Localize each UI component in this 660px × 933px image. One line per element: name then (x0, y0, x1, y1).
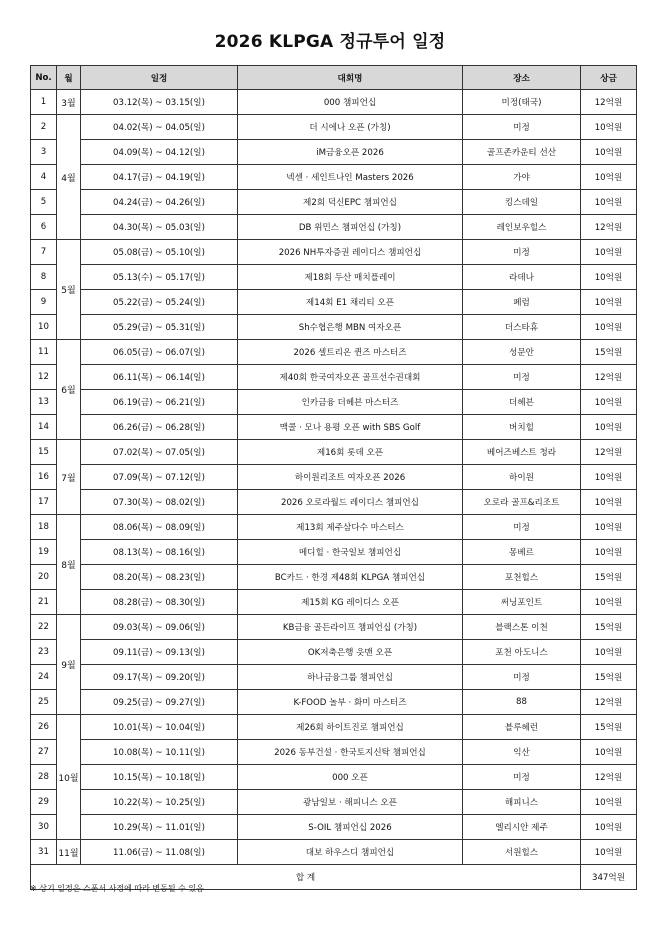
table-row (31, 140, 637, 165)
row-dates: 04.09(목) ~ 04.12(일) (81, 140, 238, 165)
table-row (31, 765, 637, 790)
row-event: iM금융오픈 2026 (238, 140, 463, 165)
row-event: 제26회 하이트진로 챔피언십 (238, 715, 463, 740)
row-no: 31 (31, 840, 57, 865)
table-row (31, 290, 637, 315)
row-venue: 더헤븐 (463, 390, 581, 415)
row-prize: 12억원 (581, 90, 637, 115)
table-row (31, 615, 637, 640)
row-dates: 10.29(목) ~ 11.01(일) (81, 815, 238, 840)
row-dates: 09.25(금) ~ 09.27(일) (81, 690, 238, 715)
row-event: 광남일보 · 해피니스 오픈 (238, 790, 463, 815)
table-row (31, 515, 637, 540)
row-no: 14 (31, 415, 57, 440)
row-no: 11 (31, 340, 57, 365)
row-no: 19 (31, 540, 57, 565)
row-no: 4 (31, 165, 57, 190)
row-venue: 엘리시안 제주 (463, 815, 581, 840)
row-venue: 베어즈베스트 청라 (463, 440, 581, 465)
row-prize: 10억원 (581, 315, 637, 340)
row-dates: 06.26(금) ~ 06.28(일) (81, 415, 238, 440)
row-prize: 15억원 (581, 715, 637, 740)
row-venue: 미정 (463, 115, 581, 140)
row-prize: 12억원 (581, 765, 637, 790)
row-event: 넥센 · 세인트나인 Masters 2026 (238, 165, 463, 190)
row-dates: 07.02(목) ~ 07.05(일) (81, 440, 238, 465)
row-dates: 10.22(목) ~ 10.25(일) (81, 790, 238, 815)
row-prize: 10억원 (581, 815, 637, 840)
row-no: 30 (31, 815, 57, 840)
row-prize: 10억원 (581, 515, 637, 540)
column-header-no: No. (31, 66, 57, 90)
row-no: 29 (31, 790, 57, 815)
row-venue: 해피니스 (463, 790, 581, 815)
row-venue: 포천힐스 (463, 565, 581, 590)
row-event: 제18회 두산 매치플레이 (238, 265, 463, 290)
row-no: 1 (31, 90, 57, 115)
page-title: 2026 KLPGA 정규투어 일정 (214, 32, 446, 52)
month-cell: 5월 (57, 240, 81, 340)
schedule-table (30, 65, 637, 890)
table-row (31, 815, 637, 840)
row-prize: 10억원 (581, 115, 637, 140)
row-event: 대보 하우스디 챔피언십 (238, 840, 463, 865)
row-venue: 페럼 (463, 290, 581, 315)
row-venue: 버치힐 (463, 415, 581, 440)
row-event: KB금융 골든라이프 챔피언십 (가칭) (238, 615, 463, 640)
month-cell: 4월 (57, 115, 81, 240)
row-venue: 레인보우힐스 (463, 215, 581, 240)
table-row (31, 165, 637, 190)
row-event: 2026 NH투자증권 레이디스 챔피언십 (238, 240, 463, 265)
row-event: 제40회 한국여자오픈 골프선수권대회 (238, 365, 463, 390)
table-row (31, 840, 637, 865)
row-event: 000 오픈 (238, 765, 463, 790)
table-row (31, 190, 637, 215)
row-prize: 10억원 (581, 465, 637, 490)
row-dates: 04.24(금) ~ 04.26(일) (81, 190, 238, 215)
row-event: 인카금융 더헤븐 마스터즈 (238, 390, 463, 415)
table-row (31, 415, 637, 440)
row-prize: 10억원 (581, 290, 637, 315)
row-no: 28 (31, 765, 57, 790)
row-prize: 10억원 (581, 590, 637, 615)
row-dates: 04.30(목) ~ 05.03(일) (81, 215, 238, 240)
row-prize: 10억원 (581, 140, 637, 165)
row-event: 제15회 KG 레이디스 오픈 (238, 590, 463, 615)
table-row (31, 790, 637, 815)
row-event: K-FOOD 놀부 · 화미 마스터즈 (238, 690, 463, 715)
row-prize: 10억원 (581, 390, 637, 415)
row-prize: 12억원 (581, 365, 637, 390)
row-dates: 08.06(목) ~ 08.09(일) (81, 515, 238, 540)
row-no: 21 (31, 590, 57, 615)
table-row (31, 690, 637, 715)
row-no: 2 (31, 115, 57, 140)
row-no: 25 (31, 690, 57, 715)
table-row (31, 440, 637, 465)
table-row (31, 490, 637, 515)
row-dates: 05.22(금) ~ 05.24(일) (81, 290, 238, 315)
column-header-prize: 상금 (581, 66, 637, 90)
row-venue: 성문안 (463, 340, 581, 365)
row-dates: 08.20(목) ~ 08.23(일) (81, 565, 238, 590)
row-prize: 12억원 (581, 690, 637, 715)
row-dates: 06.05(금) ~ 06.07(일) (81, 340, 238, 365)
row-dates: 03.12(목) ~ 03.15(일) (81, 90, 238, 115)
row-prize: 12억원 (581, 440, 637, 465)
row-event: 맥콜 · 모나 용평 오픈 with SBS Golf (238, 415, 463, 440)
month-cell: 6월 (57, 340, 81, 440)
row-prize: 15억원 (581, 665, 637, 690)
row-no: 27 (31, 740, 57, 765)
row-no: 7 (31, 240, 57, 265)
column-header-event: 대회명 (238, 66, 463, 90)
row-no: 10 (31, 315, 57, 340)
row-dates: 09.03(목) ~ 09.06(일) (81, 615, 238, 640)
row-prize: 10억원 (581, 165, 637, 190)
row-prize: 10억원 (581, 415, 637, 440)
table-row (31, 590, 637, 615)
row-no: 23 (31, 640, 57, 665)
row-venue: 서원힐스 (463, 840, 581, 865)
row-no: 5 (31, 190, 57, 215)
row-venue: 더스타휴 (463, 315, 581, 340)
row-dates: 08.28(금) ~ 08.30(일) (81, 590, 238, 615)
table-row (31, 365, 637, 390)
row-venue: 미정 (463, 665, 581, 690)
row-dates: 10.08(목) ~ 10.11(일) (81, 740, 238, 765)
row-event: 제2회 덕신EPC 챔피언십 (238, 190, 463, 215)
table-row (31, 540, 637, 565)
row-prize: 10억원 (581, 740, 637, 765)
row-event: Sh수협은행 MBN 여자오픈 (238, 315, 463, 340)
row-venue: 라데나 (463, 265, 581, 290)
row-prize: 10억원 (581, 490, 637, 515)
row-prize: 10억원 (581, 265, 637, 290)
row-venue: 블랙스톤 이천 (463, 615, 581, 640)
row-event: 2026 동부건설 · 한국토지신탁 챔피언십 (238, 740, 463, 765)
row-event: DB 위민스 챔피언십 (가칭) (238, 215, 463, 240)
row-venue: 미정 (463, 365, 581, 390)
month-cell: 3월 (57, 90, 81, 115)
row-no: 16 (31, 465, 57, 490)
row-no: 13 (31, 390, 57, 415)
row-dates: 09.17(목) ~ 09.20(일) (81, 665, 238, 690)
row-prize: 15억원 (581, 565, 637, 590)
row-no: 6 (31, 215, 57, 240)
row-event: 제13회 제주삼다수 마스터스 (238, 515, 463, 540)
row-no: 8 (31, 265, 57, 290)
table-row (31, 390, 637, 415)
table-row (31, 265, 637, 290)
month-cell: 10월 (57, 715, 81, 840)
row-no: 18 (31, 515, 57, 540)
row-prize: 15억원 (581, 615, 637, 640)
row-no: 20 (31, 565, 57, 590)
row-prize: 10억원 (581, 540, 637, 565)
row-venue: 익산 (463, 740, 581, 765)
row-venue: 써닝포인트 (463, 590, 581, 615)
column-header-venue: 장소 (463, 66, 581, 90)
row-event: OK저축은행 읏맨 오픈 (238, 640, 463, 665)
row-event: 메디힐 · 한국일보 챔피언십 (238, 540, 463, 565)
row-no: 9 (31, 290, 57, 315)
row-prize: 10억원 (581, 190, 637, 215)
table-row (31, 315, 637, 340)
row-dates: 07.30(목) ~ 08.02(일) (81, 490, 238, 515)
row-event: 000 챔피언십 (238, 90, 463, 115)
table-row (31, 565, 637, 590)
row-dates: 08.13(목) ~ 08.16(일) (81, 540, 238, 565)
row-dates: 06.19(금) ~ 06.21(일) (81, 390, 238, 415)
table-row (31, 90, 637, 115)
row-event: 2026 오로라월드 레이디스 챔피언십 (238, 490, 463, 515)
table-row (31, 465, 637, 490)
row-no: 3 (31, 140, 57, 165)
row-venue: 오로라 골프&리조트 (463, 490, 581, 515)
month-cell: 11월 (57, 840, 81, 865)
row-no: 12 (31, 365, 57, 390)
month-cell: 9월 (57, 615, 81, 715)
row-prize: 15억원 (581, 340, 637, 365)
table-row (31, 240, 637, 265)
row-prize: 10억원 (581, 640, 637, 665)
row-venue: 가야 (463, 165, 581, 190)
row-dates: 05.08(금) ~ 05.10(일) (81, 240, 238, 265)
footnote: ※ 상기 일정은 스폰서 사정에 따라 변동될 수 있음 (30, 884, 204, 893)
table-row (31, 640, 637, 665)
row-prize: 10억원 (581, 240, 637, 265)
month-cell: 7월 (57, 440, 81, 515)
table-row (31, 215, 637, 240)
column-header-month: 월 (57, 66, 81, 90)
row-dates: 10.01(목) ~ 10.04(일) (81, 715, 238, 740)
table-header-row (31, 66, 637, 90)
row-venue: 몽베르 (463, 540, 581, 565)
row-prize: 10억원 (581, 840, 637, 865)
row-dates: 04.17(금) ~ 04.19(일) (81, 165, 238, 190)
row-event: 제16회 롯데 오픈 (238, 440, 463, 465)
table-row (31, 115, 637, 140)
total-prize: 347억원 (581, 865, 637, 890)
table-row (31, 340, 637, 365)
row-no: 26 (31, 715, 57, 740)
row-venue: 하이원 (463, 465, 581, 490)
row-venue: 골프존카운티 선산 (463, 140, 581, 165)
row-no: 15 (31, 440, 57, 465)
column-header-dates: 일정 (81, 66, 238, 90)
row-prize: 12억원 (581, 215, 637, 240)
table-row (31, 740, 637, 765)
row-no: 24 (31, 665, 57, 690)
row-venue: 88 (463, 690, 581, 715)
table-row (31, 715, 637, 740)
table-row (31, 665, 637, 690)
row-event: BC카드 · 한경 제48회 KLPGA 챔피언십 (238, 565, 463, 590)
row-venue: 미정 (463, 240, 581, 265)
row-prize: 10억원 (581, 790, 637, 815)
row-dates: 11.06(금) ~ 11.08(일) (81, 840, 238, 865)
row-no: 22 (31, 615, 57, 640)
row-event: 제14회 E1 채리티 오픈 (238, 290, 463, 315)
row-venue: 킹스데일 (463, 190, 581, 215)
row-event: 하이원리조트 여자오픈 2026 (238, 465, 463, 490)
row-no: 17 (31, 490, 57, 515)
row-event: 하나금융그룹 챔피언십 (238, 665, 463, 690)
row-venue: 블루헤런 (463, 715, 581, 740)
row-dates: 05.13(수) ~ 05.17(일) (81, 265, 238, 290)
row-venue: 포천 아도니스 (463, 640, 581, 665)
row-venue: 미정 (463, 765, 581, 790)
row-dates: 05.29(금) ~ 05.31(일) (81, 315, 238, 340)
row-dates: 04.02(목) ~ 04.05(일) (81, 115, 238, 140)
row-event: S-OIL 챔피언십 2026 (238, 815, 463, 840)
total-label: 합 계 (31, 865, 581, 890)
row-dates: 07.09(목) ~ 07.12(일) (81, 465, 238, 490)
month-cell: 8월 (57, 515, 81, 615)
row-event: 2026 셀트리온 퀸즈 마스터즈 (238, 340, 463, 365)
row-dates: 09.11(금) ~ 09.13(일) (81, 640, 238, 665)
row-event: 더 시에나 오픈 (가칭) (238, 115, 463, 140)
row-venue: 미정(태국) (463, 90, 581, 115)
row-dates: 06.11(목) ~ 06.14(일) (81, 365, 238, 390)
row-dates: 10.15(목) ~ 10.18(일) (81, 765, 238, 790)
row-venue: 미정 (463, 515, 581, 540)
